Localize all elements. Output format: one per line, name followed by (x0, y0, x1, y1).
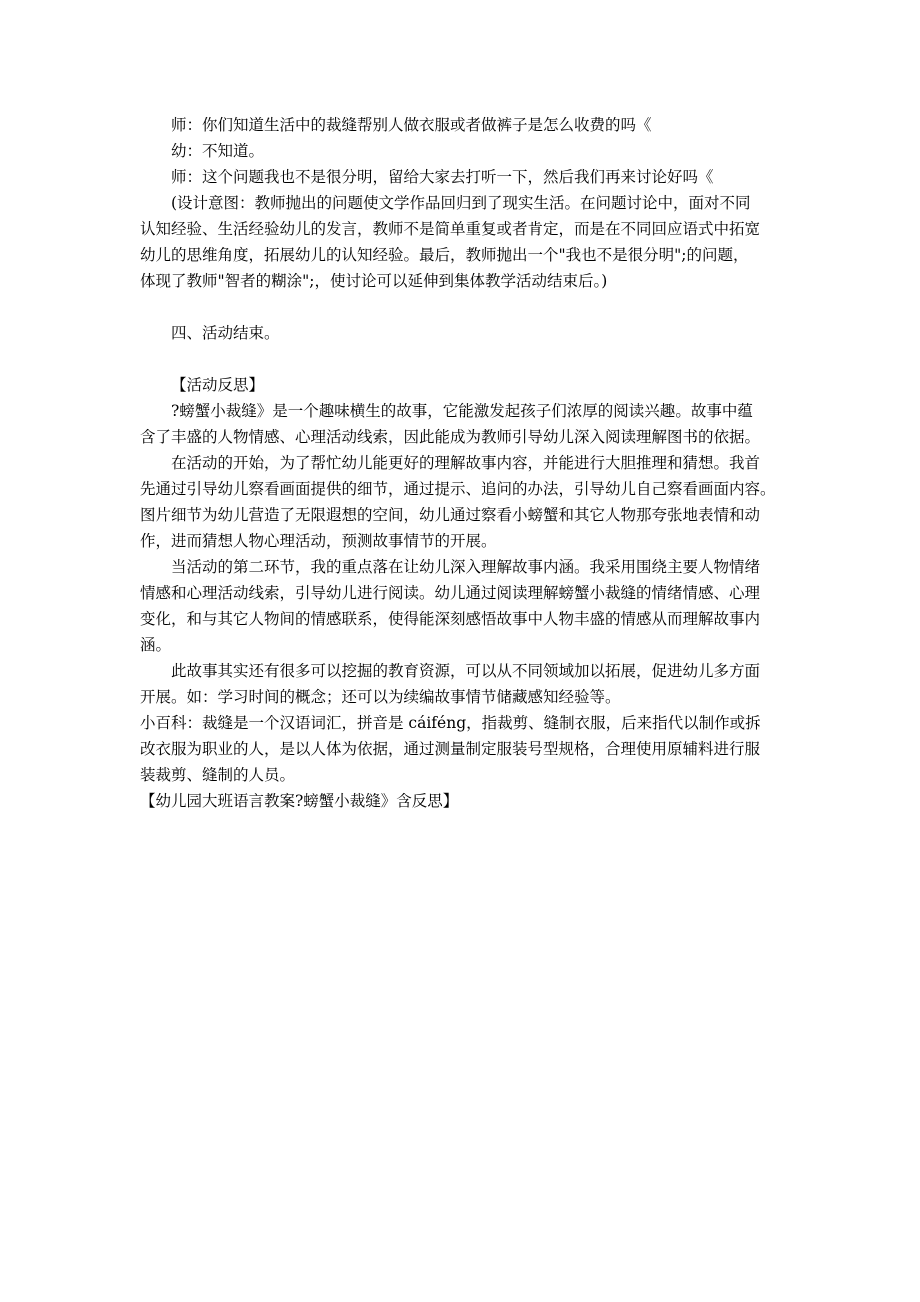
reflection-paragraph-line: ?螃蟹小裁缝》是一个趣味横生的故事，它能激发起孩子们浓厚的阅读兴趣。故事中蕴 (171, 402, 753, 420)
reflection-paragraph-line: 先通过引导幼儿察看画面提供的细节，通过提示、追问的办法，引导幼儿自己察看画面内容。 (140, 480, 776, 498)
section-heading-reflection: 【活动反思】 (171, 376, 265, 394)
design-intent-line: 幼儿的思维角度，拓展幼儿的认知经验。最后，教师抛出一个"我也不是很分明";的问题， (140, 246, 749, 264)
reflection-paragraph-line: 在活动的开始，为了帮忙幼儿能更好的理解故事内容，并能进行大胆推理和猜想。我首 (171, 454, 761, 472)
reflection-paragraph-line: 涵。 (140, 636, 172, 654)
encyclopedia-note-line: 改衣服为职业的人，是以人体为依据，通过测量制定服装号型规格，合理使用原辅料进行服 (140, 740, 761, 758)
reflection-paragraph-line: 当活动的第二环节，我的重点落在让幼儿深入理解故事内涵。我采用围绕主要人物情绪 (171, 558, 761, 576)
design-intent-line: 认知经验、生活经验幼儿的发言，教师不是简单重复或者肯定，而是在不同回应语式中拓宽 (140, 220, 761, 238)
encyclopedia-note-line: 小百科：裁缝是一个汉语词汇，拼音是 cáiféng，指裁剪、缝制衣服，后来指代以制作或拆 (140, 714, 761, 732)
design-intent-line: 体现了教师"智者的糊涂";，使讨论可以延伸到集体教学活动结束后。) (140, 272, 608, 290)
reflection-paragraph-line: 含了丰盛的人物情感、心理活动线索，因此能成为教师引导幼儿深入阅读理解图书的依据。 (140, 428, 761, 446)
reflection-paragraph-line: 变化，和与其它人物间的情感联系，使得能深刻感悟故事中人物丰盛的情感从而理解故事内 (140, 610, 761, 628)
design-intent-line: (设计意图：教师抛出的问题使文学作品回归到了现实生活。在问题讨论中，面对不同 (171, 194, 751, 212)
dialogue-teacher-question: 师：你们知道生活中的裁缝帮别人做衣服或者做裤子是怎么收费的吗《 (171, 116, 652, 134)
reflection-paragraph-line: 开展。如：学习时间的概念；还可以为续编故事情节储藏感知经验等。 (140, 688, 621, 706)
spacer (140, 294, 790, 320)
section-heading-activity-end: 四、活动结束。 (171, 324, 280, 342)
document-body (140, 112, 790, 814)
reflection-paragraph-line: 图片细节为幼儿营造了无限遐想的空间，幼儿通过察看小螃蟹和其它人物那夸张地表情和动 (140, 506, 761, 524)
spacer (140, 346, 790, 372)
document-footer-title: 【幼儿园大班语言教案?螃蟹小裁缝》含反思】 (140, 792, 459, 810)
reflection-paragraph-line: 作，进而猜想人物心理活动，预测故事情节的开展。 (140, 532, 497, 550)
reflection-paragraph-line: 此故事其实还有很多可以挖掘的教育资源，可以从不同领域加以拓展，促进幼儿多方面 (171, 662, 761, 680)
dialogue-teacher-reply: 师：这个问题我也不是很分明，留给大家去打听一下，然后我们再来讨论好吗《 (171, 168, 714, 186)
encyclopedia-note-line: 装裁剪、缝制的人员。 (140, 766, 296, 784)
dialogue-child-answer: 幼：不知道。 (171, 142, 265, 160)
reflection-paragraph-line: 情感和心理活动线索，引导幼儿进行阅读。幼儿通过阅读理解螃蟹小裁缝的情绪情感、心理 (140, 584, 761, 602)
